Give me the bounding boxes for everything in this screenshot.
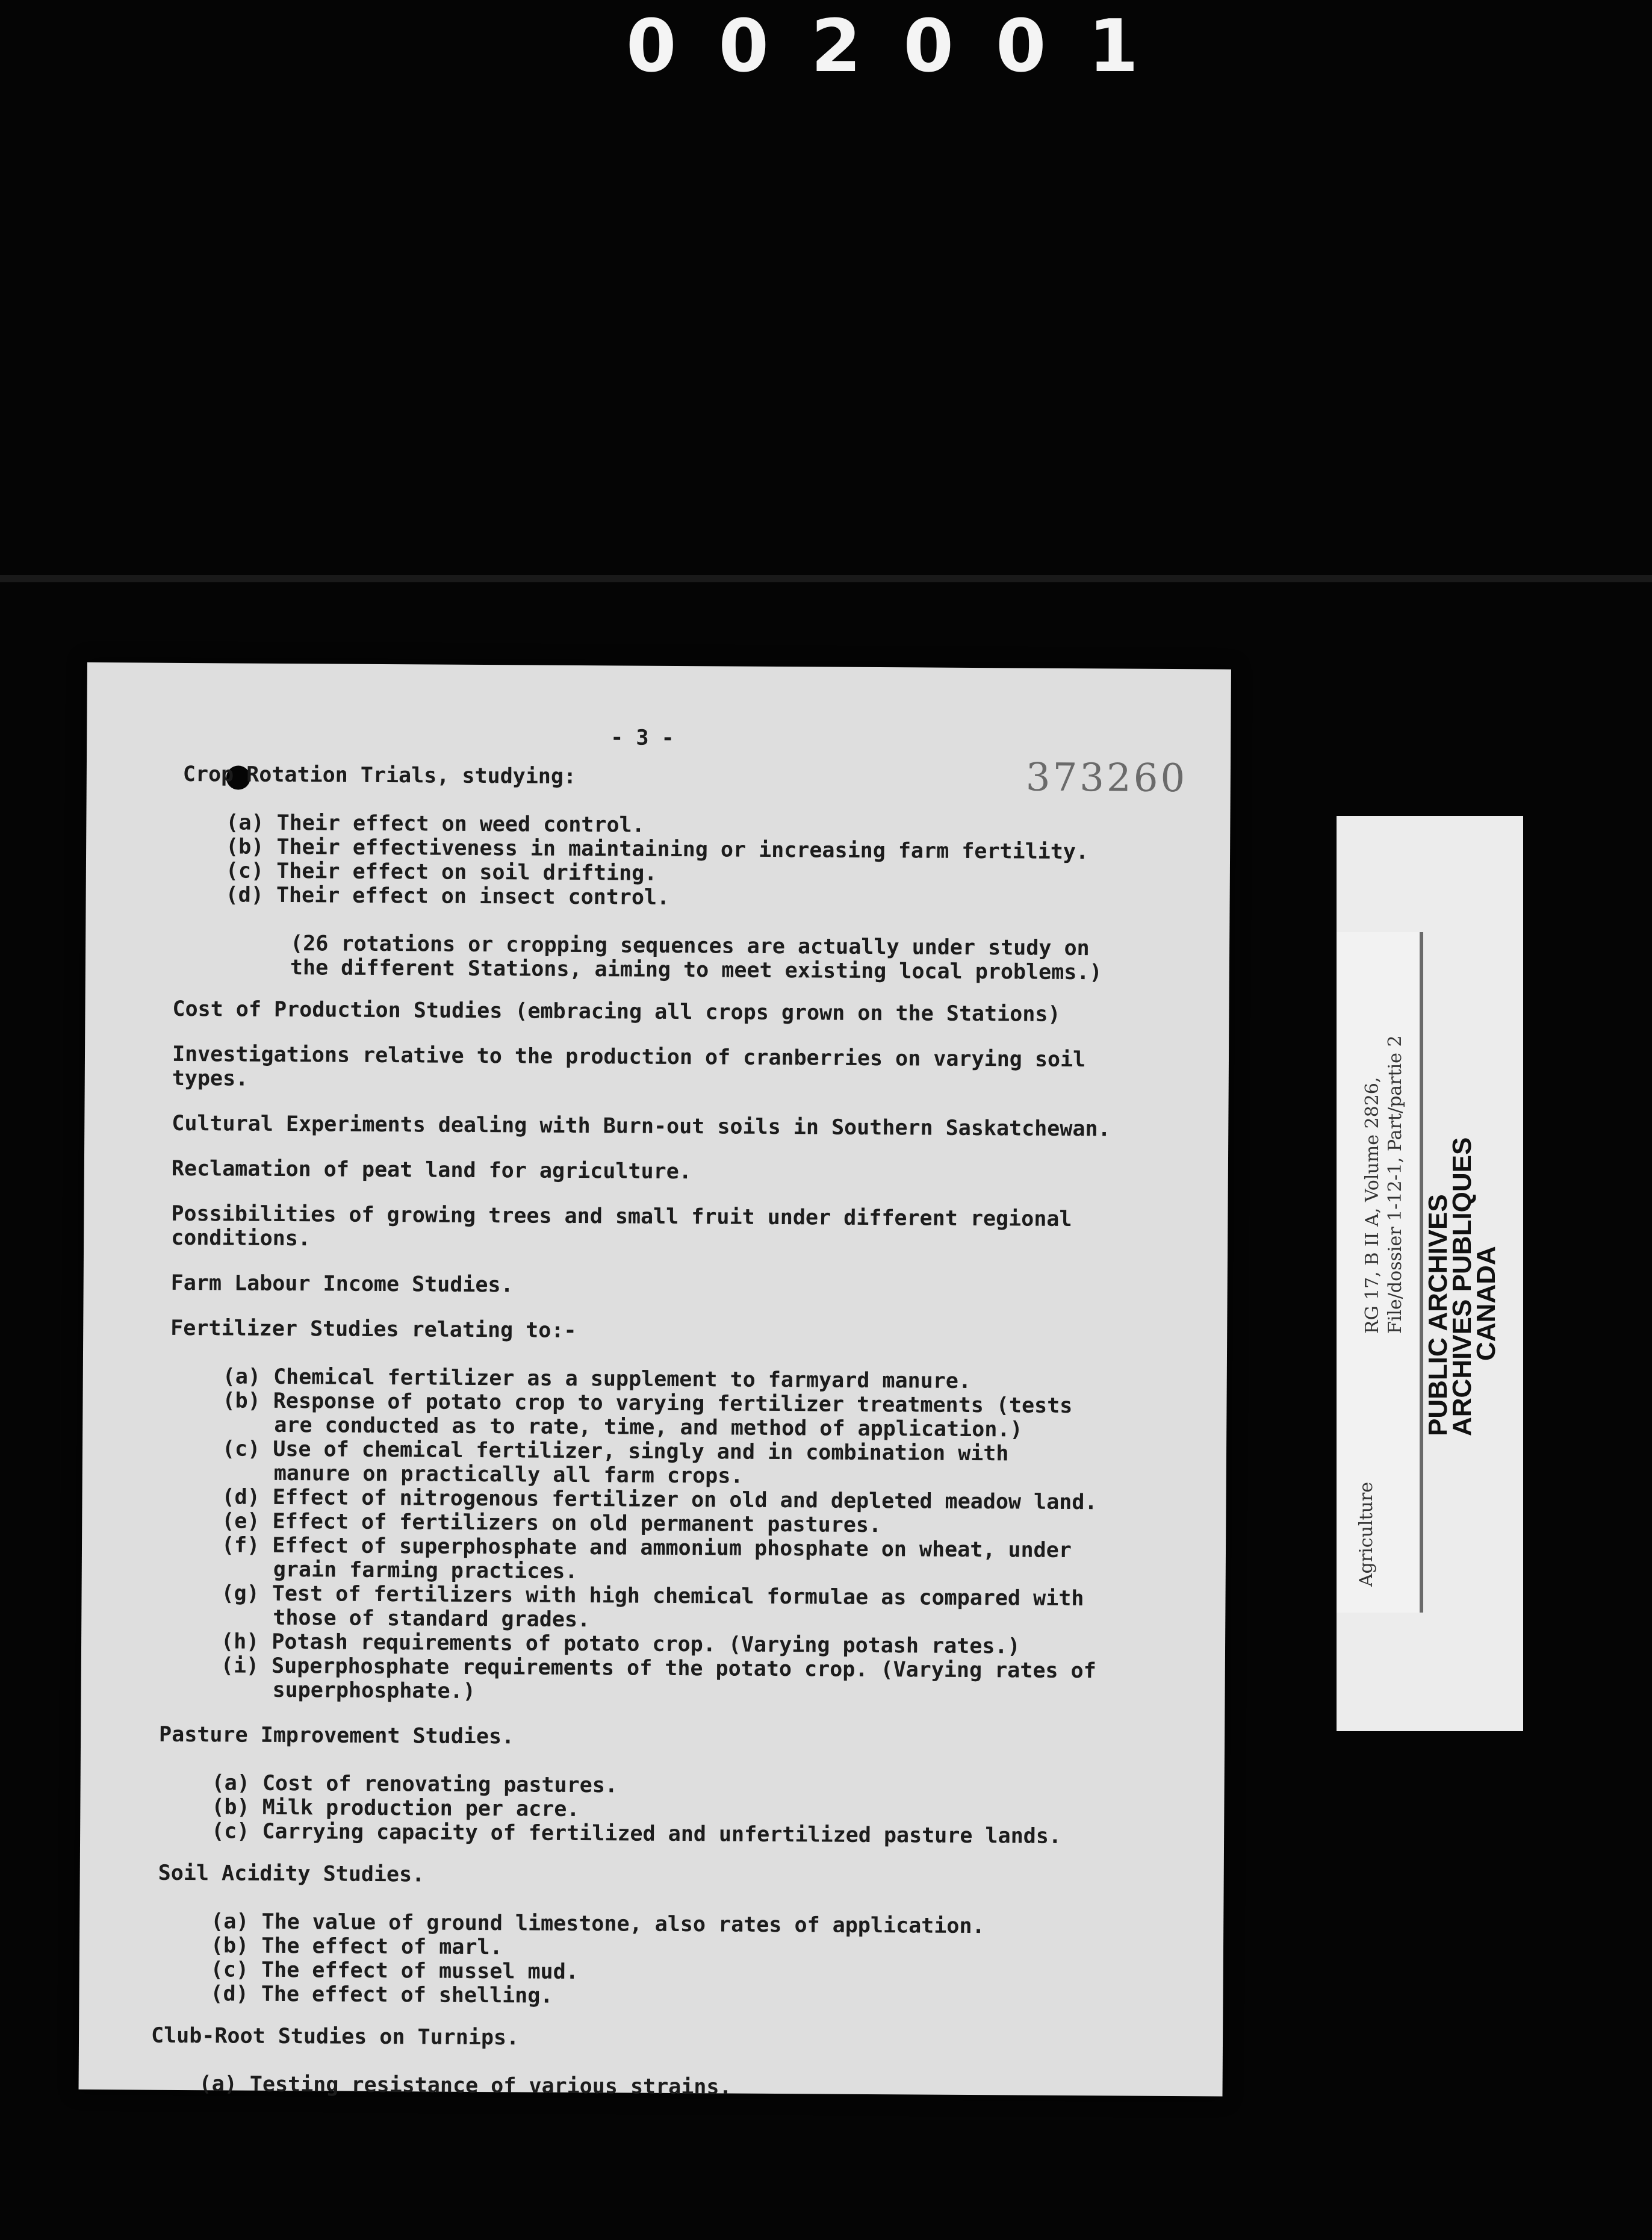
label-institution-line-1: PUBLIC ARCHIVES <box>1423 1194 1453 1436</box>
doc-line: Pasture Improvement Studies. <box>159 1722 515 1749</box>
doc-line: (c) The effect of mussel mud. <box>210 1958 579 1985</box>
doc-line: Possibilities of growing trees and small fruit under different regional <box>171 1201 1072 1232</box>
reference-number-stamp: 373260 <box>1025 755 1188 801</box>
doc-line: superphosphate.) <box>272 1678 476 1703</box>
doc-line: (a) The value of ground limestone, also rates of application. <box>211 1909 985 1939</box>
doc-line: Investigations relative to the production of cranberries on varying soil <box>172 1042 1086 1072</box>
doc-line: Farm Labour Income Studies. <box>170 1271 514 1298</box>
doc-line: (i) Superphosphate requirements of the potato crop. (Varying rates of <box>220 1654 1096 1684</box>
label-reference-line-2: File/dossier 1-12-1, Part/partie 2 <box>1385 1035 1406 1334</box>
doc-line: (b) Response of potato crop to varying fertilizer treatments (tests <box>222 1389 1073 1419</box>
film-strip-edge <box>0 575 1652 582</box>
doc-line: (e) Effect of fertilizers on old permanent pastures. <box>222 1509 882 1538</box>
doc-line: are conducted as to rate, time, and method of application.) <box>274 1413 1023 1442</box>
doc-line: (d) Their effect on insect control. <box>225 883 670 910</box>
doc-line: Soil Acidity Studies. <box>158 1861 425 1887</box>
label-reference-line-1: RG 17, B II A, Volume 2826, <box>1362 1077 1383 1334</box>
doc-line: Reclamation of peat land for agriculture. <box>171 1156 692 1184</box>
label-subject: Agriculture <box>1356 1482 1377 1587</box>
typed-document-page <box>79 662 1231 2100</box>
doc-line: Club-Root Studies on Turnips. <box>151 2023 520 2050</box>
doc-line: (a) Their effect on weed control. <box>226 810 645 838</box>
doc-line: (f) Effect of superphosphate and ammonium phosphate on wheat, under <box>221 1533 1072 1563</box>
doc-line: Cultural Experiments dealing with Burn-out soils in Southern Saskatchewan. <box>172 1111 1111 1142</box>
doc-line: (c) Use of chemical fertilizer, singly and in combination with <box>222 1437 1009 1466</box>
doc-line: grain farming practices. <box>273 1557 578 1584</box>
label-institution-line-3: CANADA <box>1471 1246 1501 1361</box>
doc-line: (b) The effect of marl. <box>210 1934 503 1960</box>
doc-line: (g) Test of fertilizers with high chemical formulae as compared with <box>221 1581 1084 1611</box>
doc-line: (a) Testing resistance of various strains. <box>199 2072 732 2100</box>
page-number: - 3 - <box>610 726 674 750</box>
doc-line: types. <box>172 1066 249 1091</box>
doc-line: (a) Chemical fertilizer as a supplement to farmyard manure. <box>222 1364 972 1393</box>
doc-line: the different Stations, aiming to meet existing local problems.) <box>290 956 1102 985</box>
film-frame-number: 002001 <box>626 5 1181 89</box>
doc-line: Fertilizer Studies relating to:- <box>170 1316 577 1343</box>
doc-line: those of standard grades. <box>273 1605 591 1632</box>
doc-line: (26 rotations or cropping sequences are actually under study on <box>290 932 1090 961</box>
doc-line: (d) Effect of nitrogenous fertilizer on old and depleted meadow land. <box>222 1485 1098 1515</box>
doc-line: (b) Milk production per acre. <box>211 1795 580 1822</box>
label-institution-line-2: ARCHIVES PUBLIQUES <box>1447 1137 1477 1436</box>
doc-line: (c) Their effect on soil drifting. <box>225 859 657 886</box>
doc-line: (d) The effect of shelling. <box>210 1982 553 2008</box>
doc-line: conditions. <box>171 1225 311 1251</box>
doc-line: (h) Potash requirements of potato crop. (Varying potash rates.) <box>220 1629 1020 1659</box>
doc-line: manure on practically all farm crops. <box>273 1461 744 1489</box>
doc-line: Crop Rotation Trials, studying: <box>182 762 577 789</box>
doc-line: (c) Carrying capacity of fertilized and unfertilized pasture lands. <box>211 1819 1062 1849</box>
doc-line: (a) Cost of renovating pastures. <box>211 1771 618 1798</box>
doc-line: Cost of Production Studies (embracing all crops grown on the Stations) <box>172 997 1061 1027</box>
doc-line: (b) Their effectiveness in maintaining or increasing farm fertility. <box>226 835 1089 865</box>
